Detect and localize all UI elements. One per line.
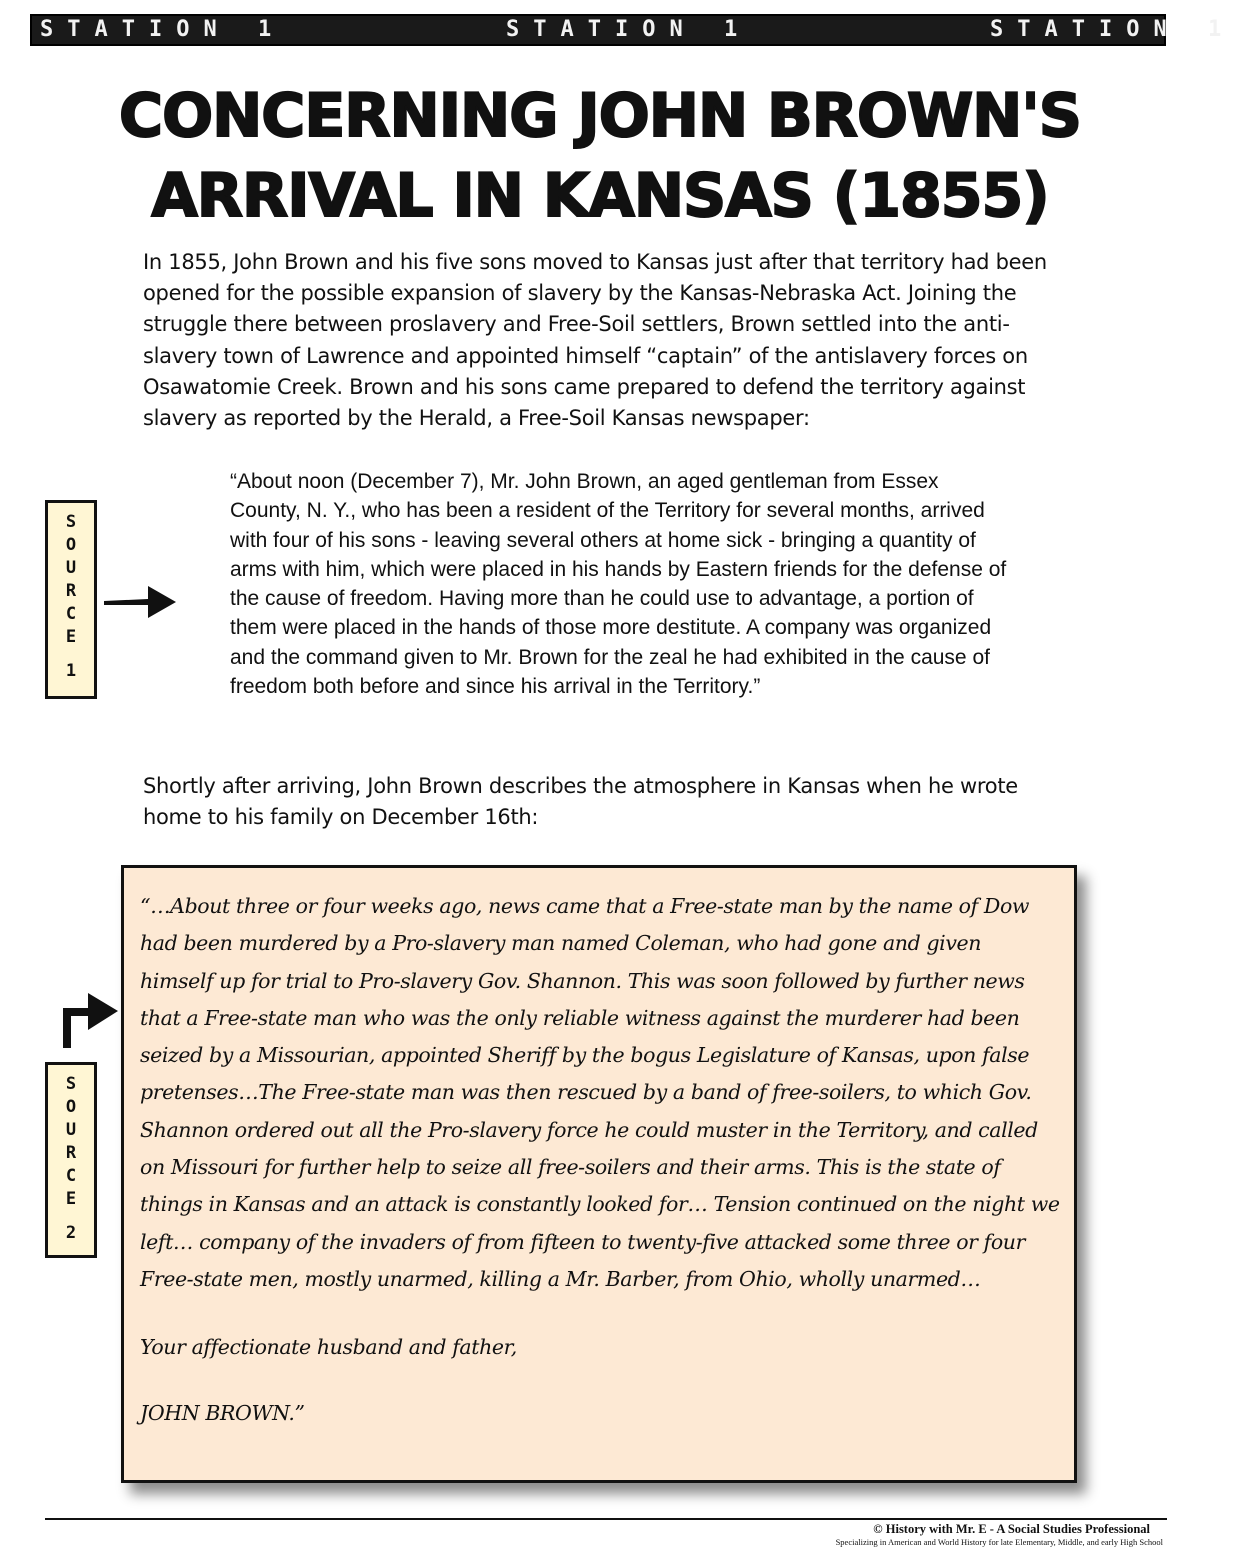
source-1-letter: U [65, 558, 77, 578]
footer-tagline: Specializing in American and World History for late Elementary, Middle, and early High School [835, 1537, 1163, 1547]
source-2-letter: U [65, 1120, 77, 1140]
source-2-letter: S [65, 1074, 77, 1094]
transition-paragraph: Shortly after arriving, John Brown describes the atmosphere in Kansas when he wrote home to his family on December 16th: [143, 774, 1018, 830]
source-1-letter: S [65, 512, 77, 532]
right-arrow-icon [102, 580, 178, 624]
source-1-letter: E [65, 627, 77, 647]
station-label-left: STATION 1 [40, 17, 286, 42]
source-1-tab [45, 500, 97, 699]
source-1-number: 1 [65, 661, 77, 681]
source-2-tab [45, 1062, 97, 1258]
station-label-center: STATION 1 [506, 17, 752, 42]
letter-signature: JOHN BROWN.” [140, 1400, 305, 1425]
source-1-quote: “About noon (December 7), Mr. John Brown, an aged gentleman from Essex County, N. Y., who has been a resident of the Territory for several months, arrived with four of his sons - leaving several others at home sick - bringing a quantity of arms with him, which were placed in his hands by Eastern friends for the defense of the cause of freedom. Having more than he could use to advantage, a portion of them were placed in the hands of those more destitute. A company was organized and the command given to Mr. Brown for the zeal he had exhibited in the cause of freedom both before and since his arrival in the Territory.” [230, 470, 1007, 699]
station-label-right: STATION 1 [990, 17, 1235, 42]
source-2-letter: C [65, 1166, 77, 1186]
intro-paragraph: In 1855, John Brown and his five sons moved to Kansas just after that territory had been opened for the possible expansion of slavery by the Kansas-Nebraska Act. Joining the struggle there between proslavery and Free-Soil settlers, Brown settled into the anti-slavery town of Lawrence and appointed himself “captain” of the antislavery forces on Osawatomie Creek. Brown and his sons came prepared to defend the territory against slavery as reported by the Herald, a Free-Soil Kansas newspaper: [143, 250, 1047, 431]
source-2-letter: O [65, 1097, 77, 1117]
station-header-bar [30, 14, 1235, 46]
source-2-letter: E [65, 1189, 77, 1209]
letter-body: “…About three or four weeks ago, news came that a Free-state man by the name of Dow had been murdered by a Pro-slavery man named Coleman, who had gone and given himself up for trial to Pro-slavery Gov. Shannon. This was soon followed by further news that a Free-state man who was the only reliable witness against the murderer had been seized by a Missourian, appointed Sheriff by the bogus Legislature of Kansas, upon false pretenses…The Free-state man was then rescued by a band of free-soilers, to which Gov. Shannon ordered out all the Pro-slavery force he could muster in the Territory, and called on Missouri for further help to seize all free-soilers and their arms. This is the state of things in Kansas and an attack is constantly looked for… Tension continued on the night we left… company of the invaders of from fifteen to twenty-five attacked some three or four Free-state men, mostly unarmed, killing a Mr. Barber, from Ohio, wholly unarmed… [140, 894, 1060, 1291]
source-1-letter: C [65, 604, 77, 624]
footer-divider [45, 1518, 1167, 1520]
letter-closing: Your affectionate husband and father, [140, 1335, 517, 1360]
page-title: CONCERNING JOHN BROWN'S ARRIVAL IN KANSAS (1855) [119, 81, 1081, 231]
source-1-letter: R [65, 581, 77, 601]
footer-copyright: © History with Mr. E - A Social Studies Professional [873, 1522, 1150, 1536]
source-2-letter: R [65, 1143, 77, 1163]
source-2-letter-box [121, 865, 1077, 1483]
source-1-letter: O [65, 535, 77, 555]
bent-arrow-icon [58, 990, 122, 1050]
source-2-number: 2 [65, 1223, 77, 1243]
